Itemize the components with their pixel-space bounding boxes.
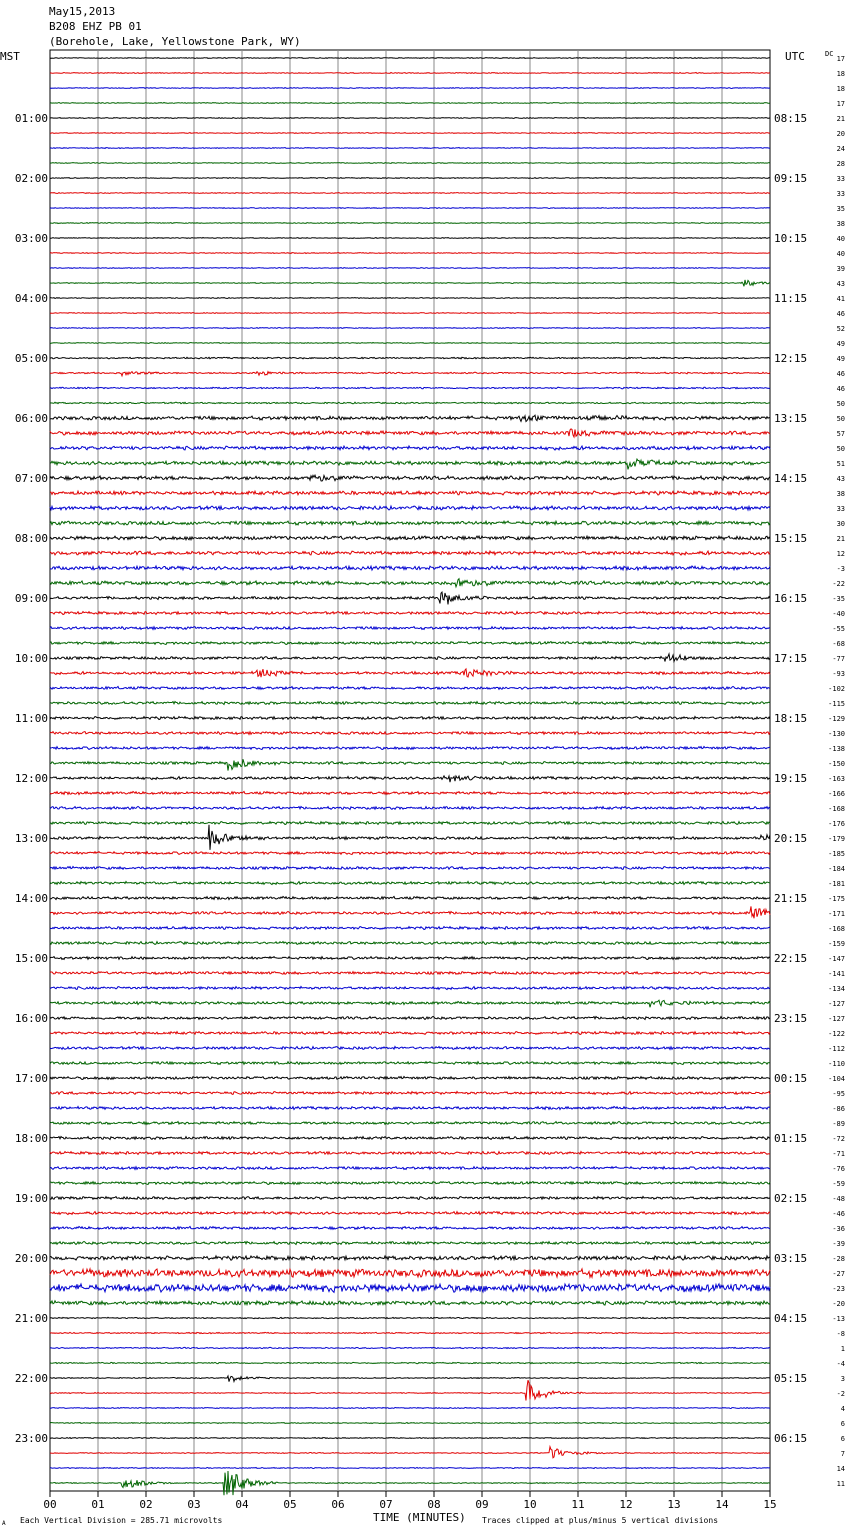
utc-hour-label: 10:15	[774, 232, 808, 245]
dc-offset-label: 40	[836, 250, 845, 258]
trace-row	[50, 429, 770, 437]
dc-offset-label: -104	[828, 1075, 845, 1083]
trace-row	[50, 592, 770, 604]
utc-hour-label: 01:15	[774, 1132, 808, 1145]
trace-row	[50, 193, 770, 194]
dc-offset-label: -72	[832, 1135, 845, 1143]
trace-row	[50, 280, 770, 286]
dc-offset-label: -175	[828, 895, 845, 903]
utc-hour-label: 11:15	[774, 292, 808, 305]
utc-hour-label: 15:15	[774, 532, 808, 545]
trace-row	[50, 298, 770, 299]
trace-row	[50, 1380, 770, 1400]
left-axis-title: MST	[0, 50, 20, 63]
mst-hour-label: 03:00	[14, 232, 48, 245]
x-tick-label: 02	[139, 1498, 153, 1511]
trace-row	[50, 506, 770, 510]
utc-hour-label: 06:15	[774, 1432, 808, 1445]
utc-hour-label: 03:15	[774, 1252, 808, 1265]
trace-row	[50, 654, 770, 662]
trace-row	[50, 1471, 770, 1495]
trace-row	[50, 163, 770, 164]
utc-hour-label: 22:15	[774, 952, 808, 965]
dc-offset-label: -93	[832, 670, 845, 678]
trace-row	[50, 1447, 770, 1458]
dc-offset-label: 18	[836, 85, 845, 93]
dc-offset-label: 51	[836, 460, 845, 468]
plot-date: May15,2013	[49, 5, 116, 18]
trace-row	[50, 1212, 770, 1215]
mst-hour-label: 01:00	[14, 112, 48, 125]
trace-row	[50, 1197, 770, 1200]
utc-hour-label: 18:15	[774, 712, 808, 725]
trace-row	[50, 1269, 770, 1277]
trace-row	[50, 807, 770, 810]
trace-row	[50, 459, 770, 469]
trace-row	[50, 1182, 770, 1185]
dc-offset-label: 43	[836, 475, 845, 483]
trace-row	[50, 1362, 770, 1363]
trace-row	[50, 732, 770, 735]
dc-offset-label: -20	[832, 1300, 845, 1308]
dc-offset-label: -159	[828, 940, 845, 948]
dc-offset-label: 46	[836, 310, 845, 318]
dc-offset-label: -22	[832, 580, 845, 588]
x-tick-label: 08	[427, 1498, 441, 1511]
dc-offset-label: 6	[840, 1435, 845, 1443]
dc-offset-label: 52	[836, 325, 845, 333]
dc-offset-label: -36	[832, 1225, 845, 1233]
trace-row	[50, 579, 770, 587]
trace-row	[50, 103, 770, 104]
trace-row	[50, 687, 770, 690]
dc-offset-label: 17	[836, 55, 845, 63]
trace-row	[50, 1227, 770, 1230]
x-tick-label: 14	[715, 1498, 729, 1511]
trace-row	[50, 1062, 770, 1065]
trace-row	[50, 747, 770, 750]
mst-hour-label: 09:00	[14, 592, 48, 605]
dc-offset-label: -68	[832, 640, 845, 648]
utc-hour-label: 23:15	[774, 1012, 808, 1025]
mst-hour-label: 10:00	[14, 652, 48, 665]
trace-row	[50, 58, 770, 59]
trace-row	[50, 822, 770, 825]
dc-offset-label: -39	[832, 1240, 845, 1248]
dc-offset-label: 38	[836, 490, 845, 498]
trace-row	[50, 491, 770, 495]
trace-row	[50, 1032, 770, 1035]
x-tick-label: 13	[667, 1498, 681, 1511]
dc-offset-label: 4	[840, 1405, 845, 1413]
x-tick-label: 06	[331, 1498, 345, 1511]
mst-hour-label: 20:00	[14, 1252, 48, 1265]
trace-row	[50, 178, 770, 179]
dc-offset-label: -35	[832, 595, 845, 603]
trace-row	[50, 1438, 770, 1439]
dc-offset-label: -102	[828, 685, 845, 693]
x-tick-label: 05	[283, 1498, 297, 1511]
dc-offset-label: 33	[836, 505, 845, 513]
dc-offset-label: -110	[828, 1060, 845, 1068]
utc-hour-label: 08:15	[774, 112, 808, 125]
dc-offset-label: 46	[836, 385, 845, 393]
dc-offset-label: 57	[836, 430, 845, 438]
trace-row	[50, 1408, 770, 1409]
trace-row	[50, 446, 770, 450]
dc-offset-label: -112	[828, 1045, 845, 1053]
dc-offset-label: -141	[828, 970, 845, 978]
dc-offset-label: 35	[836, 205, 845, 213]
trace-row	[50, 1242, 770, 1245]
station-location: (Borehole, Lake, Yellowstone Park, WY)	[49, 35, 301, 48]
dc-offset-label: -28	[832, 1255, 845, 1263]
mst-hour-label: 06:00	[14, 412, 48, 425]
mst-hour-label: 17:00	[14, 1072, 48, 1085]
mst-hour-label: 14:00	[14, 892, 48, 905]
dc-offset-label: 18	[836, 70, 845, 78]
scale-note: Each Vertical Division = 285.71 microvolts	[20, 1516, 223, 1525]
mst-hour-label: 05:00	[14, 352, 48, 365]
trace-row	[50, 627, 770, 630]
trace-row	[50, 208, 770, 209]
utc-hour-label: 12:15	[774, 352, 808, 365]
dc-offset-label: 24	[836, 145, 845, 153]
dc-offset-label: -150	[828, 760, 845, 768]
trace-row	[50, 253, 770, 254]
mst-hour-label: 15:00	[14, 952, 48, 965]
trace-row	[50, 1107, 770, 1110]
trace-row	[50, 867, 770, 870]
trace-row	[50, 1332, 770, 1333]
dc-offset-label: 20	[836, 130, 845, 138]
x-tick-label: 11	[571, 1498, 585, 1511]
trace-row	[50, 1122, 770, 1125]
utc-hour-label: 13:15	[774, 412, 808, 425]
dc-offset-label: -8	[836, 1330, 845, 1338]
trace-row	[50, 133, 770, 134]
x-axis-label: TIME (MINUTES)	[373, 1511, 466, 1524]
dc-offset-label: -176	[828, 820, 845, 828]
trace-row	[50, 551, 770, 555]
traces	[50, 58, 770, 1496]
trace-row	[50, 792, 770, 795]
mst-hour-label: 18:00	[14, 1132, 48, 1145]
trace-row	[50, 88, 770, 89]
mst-hour-label: 21:00	[14, 1312, 48, 1325]
dc-offset-label: 40	[836, 235, 845, 243]
dc-offset-label: -179	[828, 835, 845, 843]
utc-hour-label: 02:15	[774, 1192, 808, 1205]
dc-offset-label: -76	[832, 1165, 845, 1173]
trace-row	[50, 268, 770, 269]
trace-row	[50, 942, 770, 945]
dc-offset-label: -184	[828, 865, 845, 873]
trace-row	[50, 1077, 770, 1080]
dc-offset-label: 11	[836, 1480, 845, 1488]
mst-hour-label: 08:00	[14, 532, 48, 545]
trace-row	[50, 642, 770, 645]
trace-row	[50, 1284, 770, 1293]
dc-offset-label: 21	[836, 535, 845, 543]
dc-offset-label: -27	[832, 1270, 845, 1278]
dc-offset-label: 33	[836, 190, 845, 198]
dc-offset-label: 38	[836, 220, 845, 228]
trace-row	[50, 566, 770, 570]
dc-offset-label: 30	[836, 520, 845, 528]
trace-row	[50, 1376, 770, 1382]
trace-row	[50, 223, 770, 224]
dc-offset-label: -4	[836, 1360, 845, 1368]
trace-row	[50, 717, 770, 720]
dc-offset-label: 49	[836, 340, 845, 348]
trace-row	[50, 957, 770, 960]
dc-offset-label: 49	[836, 355, 845, 363]
trace-row	[50, 343, 770, 344]
trace-row	[50, 612, 770, 615]
utc-hour-label: 21:15	[774, 892, 808, 905]
trace-row	[50, 906, 770, 918]
dc-offset-label: 7	[840, 1450, 845, 1458]
x-tick-label: 15	[763, 1498, 777, 1511]
dc-offset-label: -181	[828, 880, 845, 888]
dc-offset-label: -40	[832, 610, 845, 618]
x-tick-label: 03	[187, 1498, 201, 1511]
trace-row	[50, 357, 770, 359]
trace-row	[50, 387, 770, 389]
dc-offset-label: -127	[828, 1015, 845, 1023]
mst-hour-label: 11:00	[14, 712, 48, 725]
trace-row	[50, 882, 770, 885]
x-tick-label: 09	[475, 1498, 489, 1511]
trace-row	[50, 702, 770, 705]
utc-hour-label: 14:15	[774, 472, 808, 485]
dc-offset-label: -89	[832, 1120, 845, 1128]
x-tick-label: 07	[379, 1498, 393, 1511]
mst-hour-label: 16:00	[14, 1012, 48, 1025]
dc-offset-label: 50	[836, 415, 845, 423]
trace-row	[50, 1017, 770, 1020]
dc-offset-label: 21	[836, 115, 845, 123]
mst-hour-label: 02:00	[14, 172, 48, 185]
utc-hour-label: 20:15	[774, 832, 808, 845]
x-tick-label: 12	[619, 1498, 633, 1511]
dc-offset-label: 3	[840, 1375, 845, 1383]
dc-offset-label: -95	[832, 1090, 845, 1098]
dc-offset-label: -127	[828, 1000, 845, 1008]
trace-row	[50, 897, 770, 900]
trace-row	[50, 669, 770, 677]
dc-offset-label: -171	[828, 910, 845, 918]
trace-row	[50, 415, 770, 421]
dc-label: DC	[825, 50, 834, 58]
right-axis-title: UTC	[785, 50, 805, 63]
dc-offset-label: 1	[840, 1345, 845, 1353]
mst-hour-label: 12:00	[14, 772, 48, 785]
x-tick-label: 10	[523, 1498, 537, 1511]
dc-offset-label: -185	[828, 850, 845, 858]
trace-row	[50, 1317, 770, 1318]
trace-row	[50, 1423, 770, 1424]
dc-offset-label: -147	[828, 955, 845, 963]
mst-hour-label: 22:00	[14, 1372, 48, 1385]
utc-hour-label: 04:15	[774, 1312, 808, 1325]
trace-row	[50, 238, 770, 239]
dc-offset-label: 39	[836, 265, 845, 273]
dc-offset-label: -59	[832, 1180, 845, 1188]
trace-row	[50, 521, 770, 525]
clip-note: Traces clipped at plus/minus 5 vertical divisions	[482, 1516, 719, 1525]
station-code: B208 EHZ PB 01	[49, 20, 142, 33]
trace-row	[50, 1347, 770, 1348]
trace-row	[50, 927, 770, 930]
trace-row	[50, 825, 770, 850]
trace-row	[50, 776, 770, 782]
dc-offset-label: -129	[828, 715, 845, 723]
trace-row	[50, 328, 770, 329]
dc-offset-label: -3	[836, 565, 845, 573]
dc-offset-label: -168	[828, 805, 845, 813]
dc-offset-label: -23	[832, 1285, 845, 1293]
trace-row	[50, 1092, 770, 1095]
trace-row	[50, 759, 770, 770]
trace-row	[50, 475, 770, 481]
utc-hour-label: 19:15	[774, 772, 808, 785]
dc-offset-label: 28	[836, 160, 845, 168]
dc-offset-label: 17	[836, 100, 845, 108]
dc-offset-label: 14	[836, 1465, 845, 1473]
mst-hour-label: 19:00	[14, 1192, 48, 1205]
mst-hour-label: 07:00	[14, 472, 48, 485]
mst-hour-label: 23:00	[14, 1432, 48, 1445]
utc-hour-label: 00:15	[774, 1072, 808, 1085]
dc-offset-label: -46	[832, 1210, 845, 1218]
dc-offset-label: 33	[836, 175, 845, 183]
trace-row	[50, 73, 770, 74]
corner-mark: A	[2, 1520, 6, 1527]
dc-offset-label: -168	[828, 925, 845, 933]
x-tick-label: 01	[91, 1498, 105, 1511]
trace-row	[50, 1000, 770, 1007]
dc-offset-label: -71	[832, 1150, 845, 1158]
dc-offset-label: -138	[828, 745, 845, 753]
dc-offset-label: -86	[832, 1105, 845, 1113]
trace-row	[50, 972, 770, 975]
trace-row	[50, 1152, 770, 1155]
x-tick-label: 04	[235, 1498, 249, 1511]
dc-offset-label: -2	[836, 1390, 845, 1398]
dc-offset-label: -13	[832, 1315, 845, 1323]
mst-hour-label: 13:00	[14, 832, 48, 845]
trace-row	[50, 1301, 770, 1305]
trace-row	[50, 852, 770, 855]
utc-hour-label: 17:15	[774, 652, 808, 665]
trace-row	[50, 148, 770, 149]
trace-row	[50, 402, 770, 404]
utc-hour-label: 09:15	[774, 172, 808, 185]
mst-hour-label: 04:00	[14, 292, 48, 305]
trace-row	[50, 1167, 770, 1170]
dc-offset-label: -55	[832, 625, 845, 633]
dc-offset-label: 6	[840, 1420, 845, 1428]
grid	[50, 50, 770, 1497]
trace-row	[50, 313, 770, 314]
trace-row	[50, 536, 770, 540]
dc-offset-label: -134	[828, 985, 845, 993]
dc-offset-label: 50	[836, 445, 845, 453]
dc-offset-label: 12	[836, 550, 845, 558]
dc-offset-label: 41	[836, 295, 845, 303]
trace-row	[50, 1468, 770, 1469]
utc-hour-label: 05:15	[774, 1372, 808, 1385]
dc-offset-label: 46	[836, 370, 845, 378]
trace-row	[50, 987, 770, 990]
utc-hour-label: 16:15	[774, 592, 808, 605]
dc-offset-label: -166	[828, 790, 845, 798]
dc-offset-label: -130	[828, 730, 845, 738]
dc-offset-label: 50	[836, 400, 845, 408]
trace-row	[50, 1256, 770, 1260]
dc-offset-label: -77	[832, 655, 845, 663]
trace-row	[50, 1047, 770, 1050]
dc-offset-label: -122	[828, 1030, 845, 1038]
dc-offset-label: -163	[828, 775, 845, 783]
x-tick-label: 00	[43, 1498, 57, 1511]
trace-row	[50, 1137, 770, 1140]
dc-offset-label: -115	[828, 700, 845, 708]
axis-labels	[15, 55, 845, 1511]
dc-offset-label: 43	[836, 280, 845, 288]
dc-offset-label: -48	[832, 1195, 845, 1203]
trace-row	[50, 118, 770, 119]
trace-row	[50, 372, 770, 376]
